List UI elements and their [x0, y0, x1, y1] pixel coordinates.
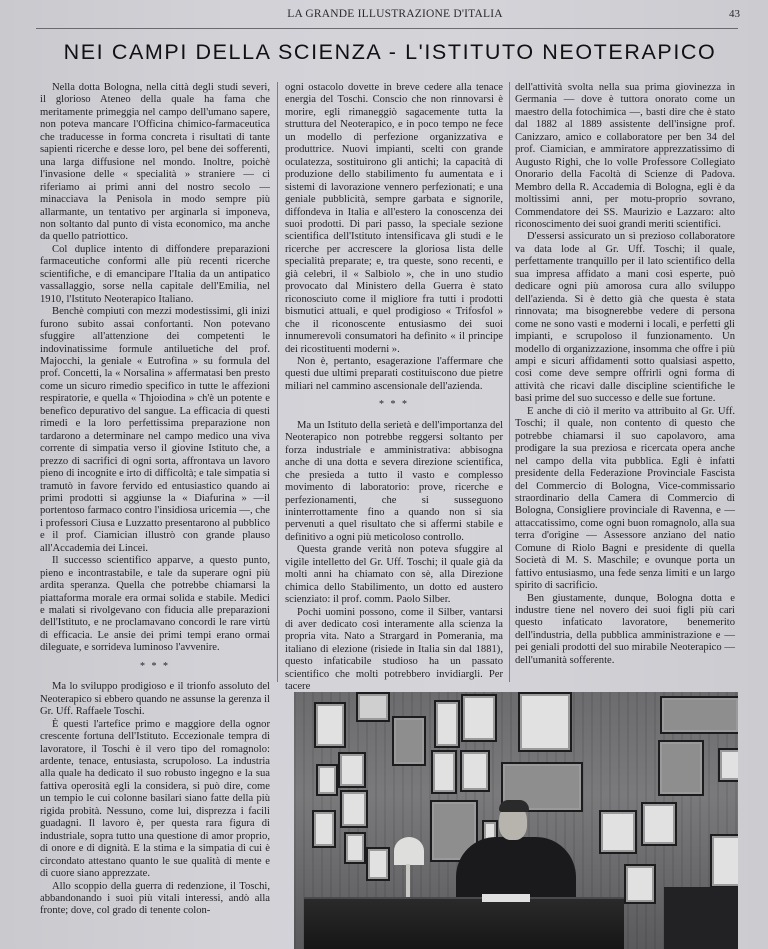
picture-frame — [461, 694, 497, 742]
office-photograph — [294, 692, 738, 949]
man-hair — [499, 800, 529, 812]
side-cabinet — [664, 887, 738, 949]
header-rule — [36, 28, 738, 29]
picture-frame — [710, 834, 738, 888]
paragraph: Col duplice intento di diffondere preparazioni farmaceutiche conformi alle più recenti ricerche scientifiche, e di emancipare l'Italia da un antipatico vassallaggio, sorse nella capitale dell'Emilia, nel 1910, l'Istituto Neoterapico Italiano. — [40, 243, 270, 305]
paragraph: E anche di ciò il merito va attribuito al Gr. Uff. Toschi; il quale, non contento di questo che potrebbe chiamarsi il suo capolavoro, ama prodigare la sua preziosa e ricercata opera anche nel campo della vita pubblica. Egli è infatti presidente della Federazione Provinciale Fascista del Commercio di Bologna, Vice-commissario straordinario della Camera di Commercio di Bologna, Consigliere provinciale di Ravenna, e — attaccatissimo, come ogni buon romagnolo, alla sua terra d'origine — Assessore anziano del natio Comune di Riolo Bagni e presidente di quella Società di M. S. Maschile; e ovunque porta un fattivo entusiasmo, una fede senza limiti e un largo spirito di sacrificio. — [515, 405, 735, 592]
paragraph: dell'attività svolta nella sua prima giovinezza in Germania — dove è tuttora onorato come un maestro della fotochimica —, basti dire che è stato dal 1882 al 1889 assistente dell'insigne prof. Canizzaro, amico e collaboratore per ben 34 del prof. Ciamician, e ammiratore apprezzatissimo di Augusto Righi, che lo volle Professore Collegiato Onorario della Facoltà di Scienze di Padova. Membro della R. Accademia di Bologna, egli è da moltissimi anni, per motu-proprio sovrano, Commendatore dei SS. Maurizio e Lazzaro: alto riconoscimento dei suoi grandi meriti scientifici. — [515, 82, 735, 230]
picture-frame — [658, 740, 704, 796]
picture-frame — [641, 802, 677, 846]
paragraph: Benchè compiuti con mezzi modestissimi, gli inizi furono subito assai confortanti. Non potevano sfuggire all'attenzione dei competenti le indovinatissime formule antiluetiche del prof. Majocchi, la geniale « Eutrofina » su formula del prof. Concetti, la « Norsalina » affermatasi ben presto come un sicuro rimedio specifico in tutte le affezioni respiratorie, e quella « Thjoiodina » ch'è un potente e benefico depurativo del sangue. La efficacia di questi rimedi e la loro perfettissima preparazione non tardarono a determinare nel campo medico una viva corrente di simpatia verso il giovine Istituto che, a prezzo di sacrifici di ogni sorta, affrontava un lavoro pieno di incognite e irto di difficoltà; e tale simpatia si tramutò in favore fervido ed entusiastico quando ai primi prodotti si aggiunse la « Diafurina » —il portentoso farmaco contro l'insidiosa uricemia —, che i professori Ciusa e Luzzatto presentarono al pubblico e il prof. Ciamician illustrò con grande plauso all'Accademia dei Lincei. — [40, 306, 270, 554]
paragraph: Non è, pertanto, esagerazione l'affermare che questi due ultimi preparati costituiscono due pietre miliari nel cammino ascensionale dell'azienda. — [285, 355, 503, 392]
picture-frame — [316, 764, 338, 796]
paragraph: Il successo scientifico apparve, a questo punto, pieno e incontrastabile, e tale da superare ogni più ardita speranza. Quella che potrebbe chiamarsi la piattaforma morale era ormai solida e stabile. Medici e malati si rivolgevano con fiducia alle preparazioni dell'Istituto, e ne proclamavano concordi le rare virtù di efficacia. Le ansie dei primi tempi erano ormai dileguate, e sorrideva luminoso l'avvenire. — [40, 555, 270, 654]
picture-frame — [518, 692, 572, 752]
picture-frame — [718, 748, 738, 782]
paragraph: D'essersi assicurato un sì prezioso collaboratore va data lode al Gr. Uff. Toschi; il quale, perfettamente tranquillo per il lato scientifico della sua impresa affidato a mani così esperte, può dedicare ogni più amorosa cura allo sviluppo dell'azienda. Si è detto già che questa è stata rinnovata; ma bisognerebbe vedere di persona come ne sono vasti e moderni i locali, e perfetti gli impianti, e scrupoloso il funzionamento. Un modello di organizzazione, insomma che offre i più ampi e sicuri affidamenti sotto qualsiasi aspetto, così come deve sempre offrirli ogni forma di attività che ricavi dalle discipline scientifiche le basi prime del suo successo e delle sue fortune. — [515, 231, 735, 405]
section-separator: * * * — [140, 660, 170, 672]
paragraph: Ma un Istituto della serietà e dell'importanza del Neoterapico non potrebbe reggersi soltanto per forza industriale e amministrativa: abbisogna anche di una dotta e severa direzione scientifica, che presieda a tutto il vasto e complesso movimento di laboratorio: prove, ricerche e perfezionamenti, che si susseguono ininterrottamente fino a quando non si sia pervenuti a quel risultato che si affermi stabile e definitivo a ogni più meticoloso controllo. — [285, 419, 503, 543]
article-column-2 — [285, 82, 503, 694]
open-book — [482, 894, 530, 902]
picture-frame — [338, 752, 366, 788]
running-title: LA GRANDE ILLUSTRAZIONE D'ITALIA — [287, 8, 503, 20]
diploma-frame — [599, 810, 637, 854]
article-column-3 — [515, 82, 735, 667]
picture-frame — [312, 810, 336, 848]
picture-frame — [660, 696, 738, 734]
paragraph: Ma lo sviluppo prodigioso e il trionfo assoluto del Neoterapico si ebbero quando ne assunse la gerenza il Gr. Uff. Raffaele Toschi. — [40, 681, 270, 718]
picture-frame — [314, 702, 346, 748]
picture-frame — [340, 790, 368, 828]
paragraph: Pochi uomini possono, come il Silber, vantarsi di aver dedicato così interamente alla scienza la propria vita. Nato a Strargard in Pomerania, ma italiano di elezione (risiede in Italia sin dal 1881), questo infaticabile studioso ha un passato scientifico che molti potrebbero invidiargli. Per tacere — [285, 606, 503, 693]
paragraph: È questi l'artefice primo e maggiore della ognor crescente fortuna dell'Istituto. Eccezionale tempra di lavoratore, il Toschi è il vero tipo del romagnolo: ardente, tenace, entusiasta, scrupoloso. La industria alla quale ha dedicato il suo robusto ingegno e la sua fattiva operosità egli la considera, si può dire, come un tempio le cui colonne basilari siano fatte della più rigida probità. Nessuno, come lui, disprezza i facili guadagni. Il lavoro è, per questa rara figura di industriale, sopra tutto una questione di amor proprio, di onore e di dignità. E la stima e la simpatia di cui è circondato attestano quanto le sue qualità di mente e di cuore siano apprezzate. — [40, 718, 270, 880]
column-divider — [509, 82, 510, 682]
column-divider — [277, 82, 278, 682]
section-separator: * * * — [379, 399, 409, 411]
article-column-1 — [40, 82, 270, 918]
picture-frame — [624, 864, 656, 904]
paragraph: Nella dotta Bologna, nella città degli studi severi, il glorioso Ateneo della quale ha fama che meritamente primeggia nel campo dell'umano sapere, non poteva mancare l'Officina chimico-farmaceutica che traducesse in forma concreta i risultati di tante sapienti ricerche e desse loro, pel bene dei sofferenti, una larga diffusione nel mondo. Inoltre, poichè l'invasione delle « specialità » straniere — ci riferiamo ai primi anni del nostro secolo — minacciava la Penisola in modo sempre più allarmante, un tentativo per arginarla si imponeva, non soltanto dal punto di vista economico, ma anche da quello patriottico. — [40, 82, 270, 243]
paragraph: Questa grande verità non poteva sfuggire al vigile intelletto del Gr. Uff. Toschi; il quale già da molti anni ha chiamato con sè, alla Direzione chimica dello Stabilimento, un dotto ed austero scienziato: il prof. comm. Paolo Silber. — [285, 544, 503, 606]
running-head — [50, 8, 740, 28]
picture-frame — [460, 750, 490, 792]
picture-frame — [356, 692, 390, 722]
picture-frame — [344, 832, 366, 864]
paragraph: Ben giustamente, dunque, Bologna dotta e industre tiene nel novero dei suoi figli più cari questo infaticato lavoratore, benemerito dell'industria, della pubblica amministrazione e — pei geniali prodotti del suo mirabile Neoterapico — dell'umanità sofferente. — [515, 592, 735, 666]
picture-frame — [434, 700, 460, 748]
picture-frame — [392, 716, 426, 766]
article-title: NEI CAMPI DELLA SCIENZA - L'ISTITUTO NEOTERAPICO — [63, 40, 717, 64]
desk-lamp — [394, 837, 424, 865]
picture-frame — [431, 750, 457, 794]
picture-frame — [366, 847, 390, 881]
page-number: 43 — [729, 8, 740, 20]
paragraph: ogni ostacolo dovette in breve cedere alla tenace energia del Toschi. Conscio che non rinnovarsi è morire, egli rimaneggiò sagacemente tutta la struttura del Neoterapico, e in poco tempo ne fece un modello di perfezione organizzativa e produttrice. Nuovi impianti, scelti con grande oculatezza, sostituirono gli antichi; la capacità di produzione dello stabilimento fu aumentata e i sistemi di lavorazione vennero perfezionati; e una geniale pubblicità, sempre garbata e signorile, diffondeva in Italia e all'estero la conoscenza dei suoi prodotti. Di pari passo, la speciale sezione scientifica dell'Istituto intensificava gli studi e le ricerche per accrescere la gloriosa lista delle specialità preparate; e, tra queste, sono recenti, e già celebri, il « Salbiolo », che in uno studio provocato dal Ministero della Guerra è stato riconosciuto come il migliore fra tutti i prodotti bismutici attuali, e quel prodigioso « Trifosfol » che il riconoscente entusiasmo dei suoi innumerevoli consumatori ha definito « il principe dei ricostituenti moderni ». — [285, 82, 503, 355]
paragraph: Allo scoppio della guerra di redenzione, il Toschi, abbandonando i suoi più vitali interessi, andò alla fronte; dove, col grado di tenente colon- — [40, 880, 270, 917]
desk — [304, 897, 624, 949]
